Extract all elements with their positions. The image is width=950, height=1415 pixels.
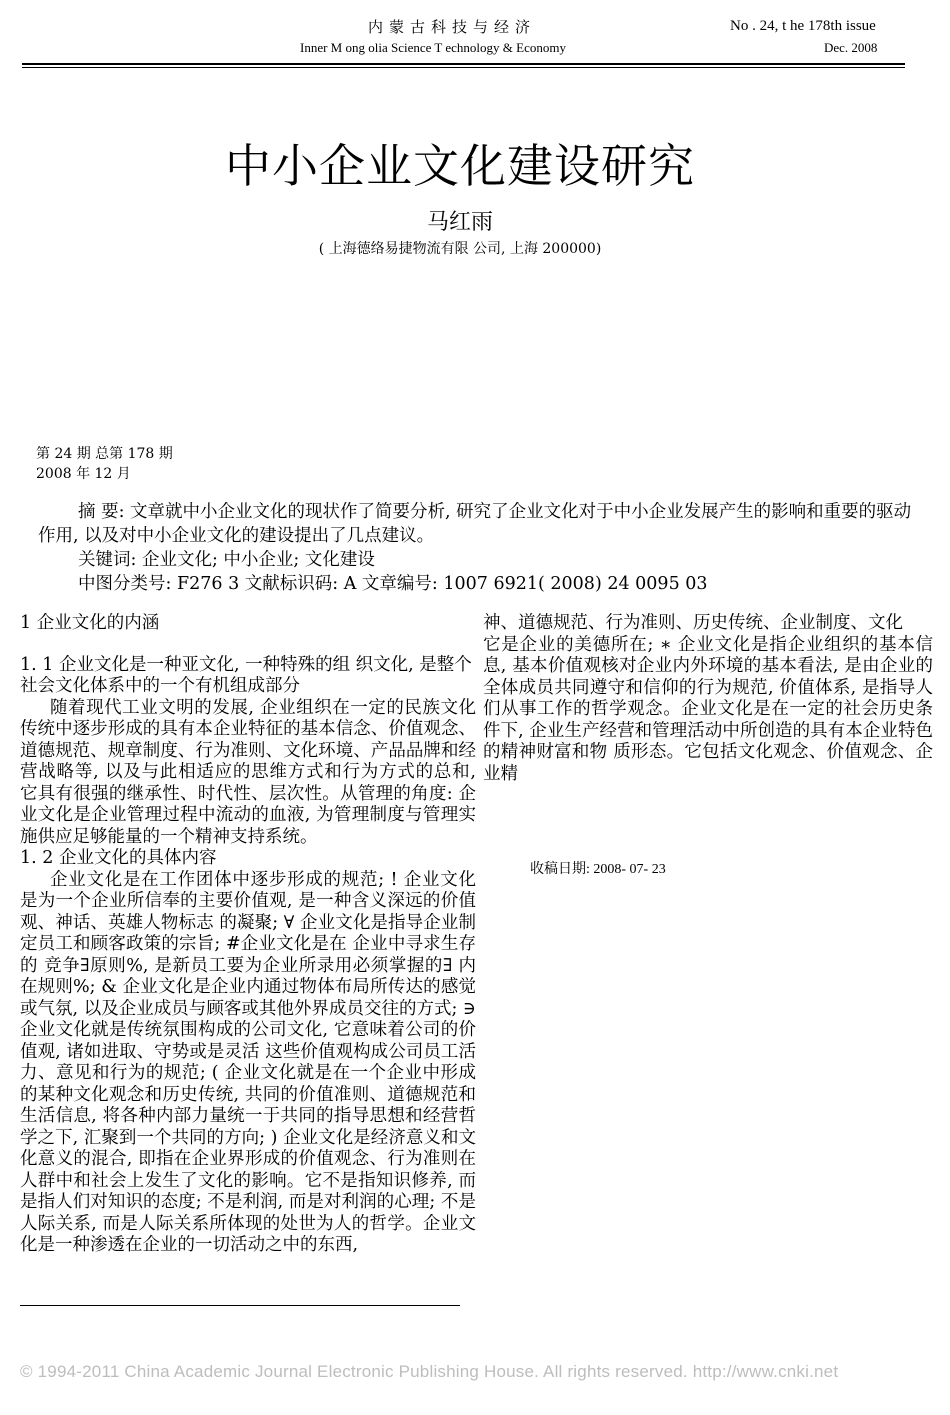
footnote-rule xyxy=(20,1305,460,1306)
author-affiliation: ( 上海德络易捷物流有限 公司, 上海 200000) xyxy=(318,241,602,257)
paragraph: 随着现代工业文明的发展, 企业组织在一定的民族文化传统中逐步形成的具有本企业特征的基本信念、价值观念、道德规范、规章制度、行为准则、文化环境、产品品牌和经营战略等, 以及与此相适应的思维方式和行为方式的总和, 它具有很强的继承性、时代性、层次性。从管理的角度: 企业文化是企业管理过程中流动的血液, 为管理制度与管理实施供应足够能量的一个精神支持系统。 xyxy=(20,697,476,847)
subsection-heading-1-2: 1. 2 企业文化的具体内容 xyxy=(20,848,217,868)
journal-name-en: Inner M ong olia Science T echnology & Economy xyxy=(300,40,566,55)
left-column xyxy=(20,613,476,1257)
article-title: 中小企业文化建设研究 xyxy=(225,139,695,193)
abstract: 摘 要: 文章就中小企业文化的现状作了简要分析, 研究了企业文化对于中小企业发展产生的影响和重要的驱动作用, 以及对中小企业文化的建设提出了几点建议。 xyxy=(38,502,912,546)
classification-codes: 中图分类号: F276 3 文献标识码: A 文章编号: 1007 6921( 2008) 24 0095 03 xyxy=(78,574,708,594)
issue-info-date: 2008 年 12 月 xyxy=(36,466,131,482)
article-author: 马红雨 xyxy=(426,210,493,235)
paragraph: 企业文化是在工作团体中逐步形成的规范; ! 企业文化是为一个企业所信奉的主要价值观, 是一种含义深远的价值观、神话、英雄人物标志 的凝聚; ∀ 企业文化是指导企业制定员工和顾客政策的宗旨; #企业文化是在 企业中寻求生存的 竞争∃原则%, 是新员工要为企业所录用必须掌握的∃ 内在规则%; & 企业文化是企业内通过物体布局所传达的感觉或气氛, 以及企业成员与顾客或其他外界成员交往的方式; ∋企业文化就是传统氛围构成的公司文化, 它意味着公司的价值观, 诸如进取、守势或是灵活 这些价值观构成公司员工活力、意见和行为的规范; ( 企业文化就是在一个企业中形成的某种文化观念和历史传统, 共同的价值准则、道德规范和生活信息, 将各种内部力量统一于共同的指导思想和经营哲学之下, 汇聚到一个共同的方向; ) 企业文化是经济意义和文化意义的混合, 即指在企业界形成的价值观念、行为准则在人群中和社会上发生了文化的影响。它不是指知识修养, 而是指人们对知识的态度; 不是利润, 而是对利润的心理; 不是人际关系, 而是人际关系所体现的处世为人的哲学。企业文化是一种渗透在企业的一切活动之中的东西, xyxy=(20,869,476,1255)
journal-name-cn: 内蒙古科技与经济 xyxy=(368,18,537,36)
copyright-watermark: © 1994-2011 China Academic Journal Electronic Publishing House. All rights reserved. http://www.cnki.net xyxy=(20,1362,839,1381)
subsection-heading-1-1: 1. 1 企业文化是一种亚文化, 一种特殊的组 织文化, 是整个社会文化体系中的一个有机组成部分 xyxy=(20,654,472,696)
header-rule-thick xyxy=(22,63,905,65)
paragraph: 神、道德规范、行为准则、历史传统、企业制度、文化 xyxy=(483,613,903,633)
issue-number: No . 24, t he 178th issue xyxy=(730,18,876,34)
keywords: 关键词: 企业文化; 中小企业; 文化建设 xyxy=(78,550,375,570)
issue-date: Dec. 2008 xyxy=(824,40,878,55)
right-column xyxy=(483,613,933,785)
header-rule-thin xyxy=(22,67,905,68)
section-heading-1: 1 企业文化的内涵 xyxy=(20,613,160,633)
issue-info-number: 第 24 期 总第 178 期 xyxy=(36,446,173,462)
received-date: 收稿日期: 2008- 07- 23 xyxy=(530,862,666,877)
paragraph: 它是企业的美德所在; ∗ 企业文化是指企业组织的基本信息, 基本价值观核对企业内外环境的基本看法, 是由企业的全体成员共同遵守和信仰的行为规范, 价值体系, 是指导人们从事工作的哲学观念。企业文化是在一定的社会历史条件下, 企业生产经营和管理活动中所创造的具有本企业特色的精神财富和物 质形态。它包括文化观念、价值观念、企业精 xyxy=(483,634,933,784)
